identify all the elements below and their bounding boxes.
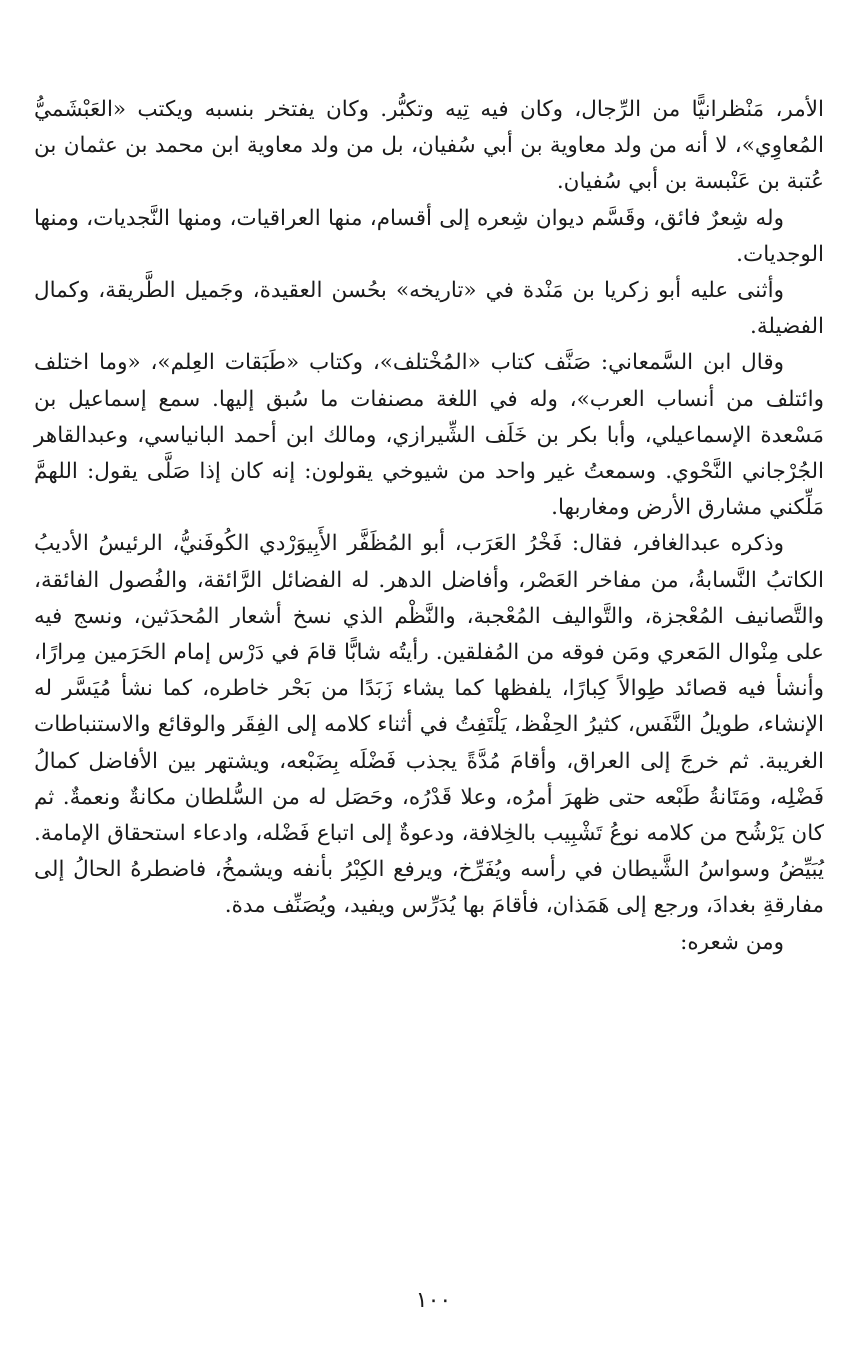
paragraph-continuation: الأمر، مَنْظرانيًّا من الرِّجال، وكان فيه تِيه وتكبُّر. وكان يفتخر بنسبه ويكتب «العَبْشَميُّ المُعاوِي»، لا أنه من ولد معاوية بن أبي سُفيان، بل من ولد معاوية ابن محمد بن عثمان بن عُتبة بن عَنْبسة بن أبي سُفيان. — [34, 97, 824, 195]
paragraph-poetry-intro: ومن شعره: — [680, 929, 784, 955]
paragraph-ibn-samani-quote: وقال ابن السَّمعاني: صَنَّف كتاب «المُخْتلف»، وكتاب «طَبَقات العِلم»، «وما اختلف وائتلف من أنساب العرب»، وله في اللغة مصنفات ما سُبق إليها. سمع إسماعيل بن مَسْعدة الإسماعيلي، وأبا بكر بن خَلَف الشِّيرازي، ومالك ابن أحمد البانياسي، وعبدالقاهر الجُرْجاني النَّحْوي. وسمعتُ غير واحد من شيوخي يقولون: إنه كان إذا صَلَّى يقول: اللهمَّ مَلِّكني مشارق الأرض ومغاربها. — [34, 350, 824, 521]
paragraph-abdulghafir-quote: وذكره عبدالغافر، فقال: فَخْرُ العَرَب، أبو المُظَفَّر الأَبِيوَرْدي الكُوفَنيُّ، الرئيسُ الأديبُ الكاتبُ النَّسابةُ، من مفاخر العَصْر، وأفاضل الدهر. له الفضائل الرَّائقة، والفُصول الفائقة، والتَّصانيف المُعْجزة، والتَّواليف المُعْجبة، والنَّظْم الذي نسخ أشعار المُحدَثين، ونسج فيه على مِنْوال المَعري ومَن فوقه من المُفلقين. رأيتُه شابًّا قامَ في دَرْس إمام الحَرَمين مِرارًا، وأنشأ فيه قصائد طِوالاً كِبارًا، يلفظها كما يشاء زَبَدًا من بَحْر خاطره، كما نشأ مُيَسَّر له الإنشاء، طويلُ النَّفَس، كثيرُ الحِفْظ، يَلْتَفِتُ في أثناء كلامه إلى الفِقَر والوقائع والاستنباطات الغريبة. ثم خرجَ إلى العراق، وأقامَ مُدَّةً يجذب فَضْلَه بِضَبْعه، ويشتهر بين الأفاضل كمالُ فَضْلِه، ومَتَانةُ طَبْعه حتى ظهرَ أمرُه، وعلا قَدْرُه، وحَصَل له من السُّلطان مكانةٌ ونعمةٌ. ثم كان يَرْشُح من كلامه نوعُ تَشْبِيب بالخِلافة، ودعوةٌ إلى اتباع فَضْله، وادعاء استحقاق الإمامة. يُبَيِّضُ وسواسُ الشَّيطان في رأسه ويُفَرِّخ، ويرفع الكِبْرُ بأنفه ويشمخُ، فاضطرهُ الحالُ إلى مفارقةِ بغدادَ، ورجع إلى هَمَذان، فأقامَ بها يُدَرِّس ويفيد، ويُصَنِّف مدة. — [34, 531, 824, 919]
body-text — [34, 92, 824, 961]
paragraph-ibn-manda-praise: وأثنى عليه أبو زكريا بن مَنْدة في «تاريخه» بحُسن العقيدة، وجَميل الطَّريقة، وكمال الفضيلة. — [34, 278, 824, 340]
page-number: ١٠٠ — [415, 1288, 452, 1313]
paragraph-poetry-divisions: وله شِعرٌ فائق، وقَسَّم ديوان شِعره إلى أقسام، منها العراقيات، ومنها النَّجديات، ومنها الوجديات. — [34, 205, 824, 267]
